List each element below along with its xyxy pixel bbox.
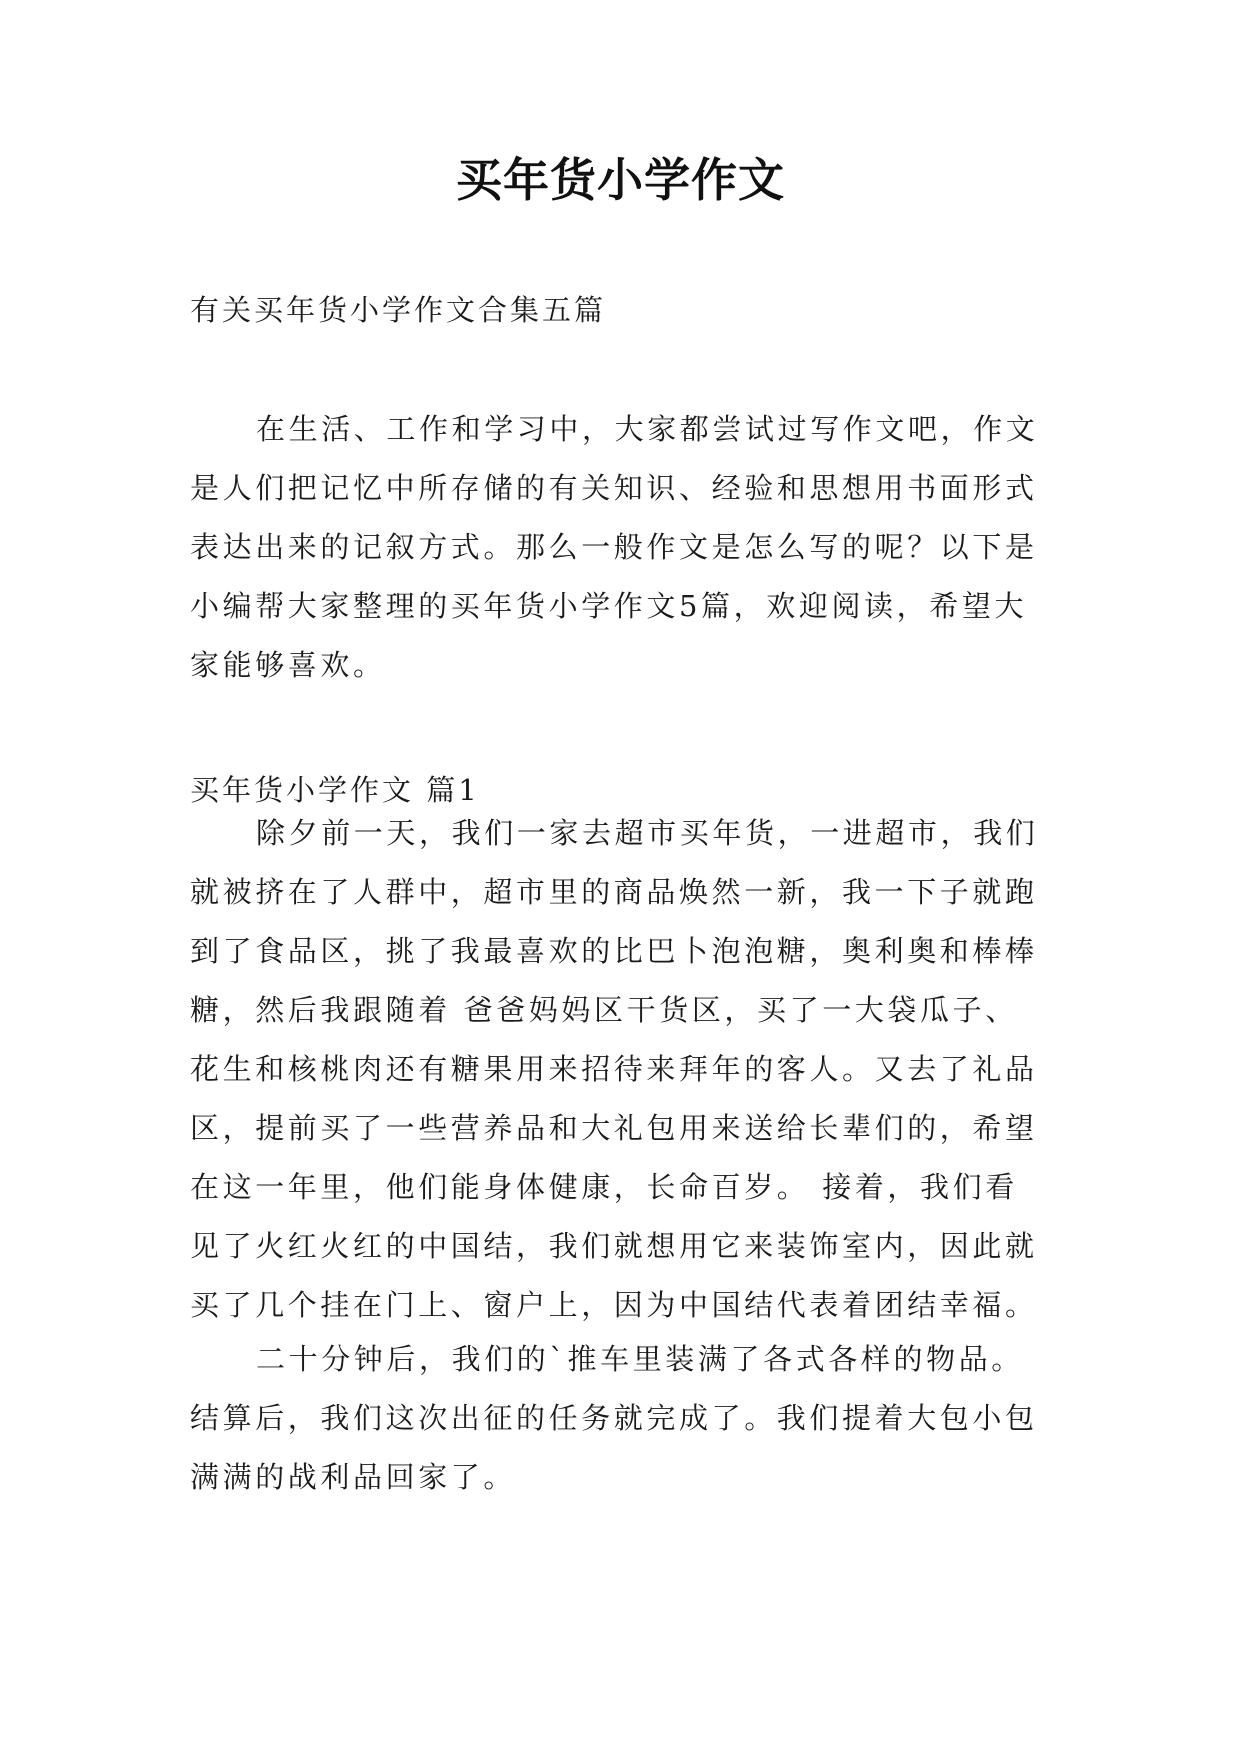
intro-paragraph: 在生活、工作和学习中，大家都尝试过写作文吧，作文是人们把记忆中所存储的有关知识、经验和思想用书面形式表达出来的记叙方式。那么一般作文是怎么写的呢？以下是小编帮大家整理的买年货小学作文5篇，欢迎阅读，希望大家能够喜欢。 (190, 412, 1039, 682)
document-subtitle: 有关买年货小学作文合集五篇 (190, 293, 607, 327)
body-paragraph: 二十分钟后，我们的`推车里装满了各式各样的物品。结算后，我们这次出征的任务就完成了。我们提着大包小包满满的战利品回家了。 (190, 1342, 1038, 1494)
body-paragraph: 除夕前一天，我们一家去超市买年货，一进超市，我们就被挤在了人群中，超市里的商品焕然一新，我一下子就跑到了食品区，挑了我最喜欢的比巴卜泡泡糖，奥利奥和棒棒糖，然后我跟随着 爸爸妈妈区干货区，买了一大袋瓜子、花生和核桃肉还有糖果用来招待来拜年的客人。又去了礼品区，提前买了一些营养品和大礼包用来送给长辈们的，希望在这一年里，他们能身体健康，长命百岁。 接着，我们看见了火红火红的中国结，我们就想用它来装饰室内，因此就买了几个挂在门上、窗户上，因为中国结代表着团结幸福。 (190, 816, 1039, 1322)
document-title: 买年货小学作文 (456, 153, 785, 207)
section-heading: 买年货小学作文 篇1 (190, 773, 480, 807)
